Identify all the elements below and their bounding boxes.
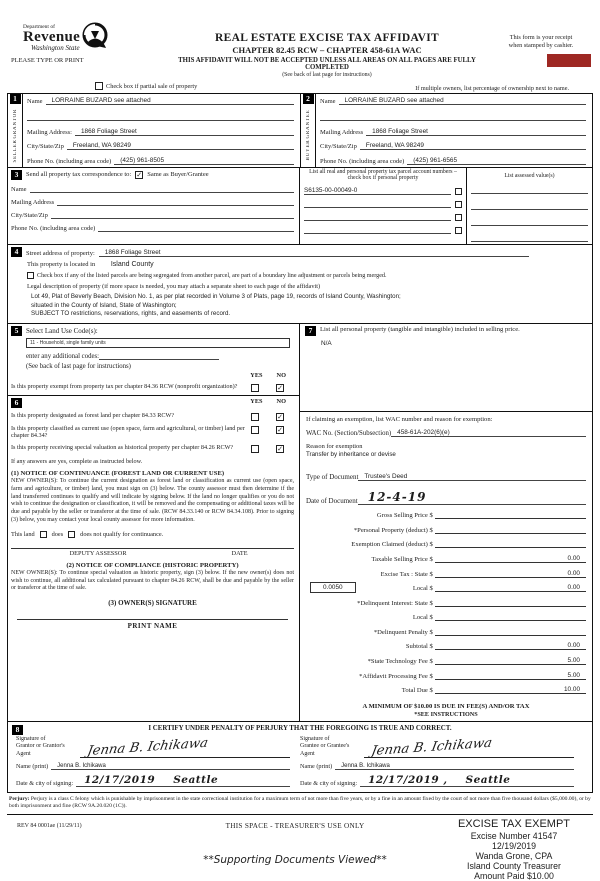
excise-local-field[interactable]: 0.00 <box>435 584 586 592</box>
parcel-header: List all real and personal property tax parcel account numbers – check box if personal property <box>309 168 457 182</box>
revenue-swirl-icon <box>82 22 108 50</box>
assessed-values <box>467 168 592 245</box>
section-2-badge: 2 <box>303 94 314 104</box>
stamp-excise-number: Excise Number 41547 <box>470 830 558 841</box>
seller-address-field[interactable]: 1868 Foliage Street <box>75 128 294 136</box>
excise-state-field[interactable]: 0.00 <box>435 570 586 578</box>
corr-address-field[interactable] <box>57 198 294 206</box>
subtotal-label: Subtotal $ <box>405 643 433 651</box>
stamp-amount-paid: Amount Paid $10.00 <box>474 870 554 881</box>
corr-address-label: Mailing Address <box>11 198 55 206</box>
section-3-badge: 3 <box>11 170 22 180</box>
delinq-interest-local-field[interactable] <box>435 613 586 621</box>
supporting-docs-stamp: **Supporting Documents Viewed** <box>203 853 387 866</box>
same-as-buyer-checkbox[interactable]: ✓ <box>136 170 143 179</box>
continuance-title: (1) NOTICE OF CONTINUANCE (FOREST LAND OR CURRENT USE) <box>11 470 225 478</box>
local-rate-box: 0.0050 <box>310 582 356 593</box>
seller-section <box>8 94 300 167</box>
assessed-field-1[interactable] <box>471 186 588 194</box>
compliance-title: (2) NOTICE OF COMPLIANCE (HISTORIC PROPERTY) <box>66 561 239 569</box>
assessed-field-3[interactable] <box>471 218 588 226</box>
continuance-body: NEW OWNER(S): To continue the current designation as forest land or classification as current use (open space, farm and agriculture, or timber) land, you must sign on (3) below. The county assessor must then determine if the land transferred continues to qualify and will indicate by signing below. If the land no longer qualifies or you do not wish to continue the designation or classification, it will be removed and the compensating or additional taxes will be due and payable by the seller or transferor at the time of sale. (RCW 84.33.140 or RCW 84.34.108). Prior to signing (3) below, you may contact your local county assessor for more information. <box>11 478 294 524</box>
buyer-grantee-label: BUYER GRANTEE <box>305 109 311 161</box>
exemption-deduct-label: Exemption Claimed (deduct) $ <box>351 541 433 549</box>
grantor-date-city-field[interactable]: 12/17/2019 Seattle <box>76 774 290 787</box>
gross-price-label: Gross Selling Price $ <box>376 512 433 520</box>
personal-property-label: List all personal property (tangible and intangible) included in selling price. <box>320 325 520 333</box>
parcel-personal-checkbox-3[interactable] <box>455 214 462 221</box>
grantee-name-print-label: Name (print) <box>300 762 333 770</box>
taxable-price-label: Taxable Selling Price $ <box>371 555 433 563</box>
owners-signature-label: (3) OWNER(S) SIGNATURE <box>108 599 197 608</box>
segregated-checkbox[interactable] <box>27 272 34 279</box>
delinq-interest-state-label: *Delinquent Interest: State $ <box>357 599 433 607</box>
revenue-logo <box>7 24 165 64</box>
corr-name-field[interactable] <box>30 185 294 193</box>
certify-statement: I CERTIFY UNDER PENALTY OF PERJURY THAT THE FOREGOING IS TRUE AND CORRECT. <box>148 725 452 733</box>
send-correspondence-label: Send all property tax correspondence to: <box>26 171 132 178</box>
buyer-name2-field[interactable] <box>320 113 586 121</box>
reason-label: Reason for exemption <box>306 442 363 450</box>
land-does-checkbox[interactable] <box>40 531 47 538</box>
buyer-phone-label: Phone No. (including area code) <box>320 157 405 165</box>
form-title: REAL ESTATE EXCISE TAX AFFIDAVIT <box>215 32 439 44</box>
date-label: DATE <box>231 549 248 557</box>
historic-no-checkbox[interactable]: ✓ <box>277 445 283 454</box>
treasurer-space-label: THIS SPACE - TREASURER'S USE ONLY <box>225 821 365 830</box>
exempt-no-checkbox[interactable]: ✓ <box>277 383 283 392</box>
classification-section <box>8 395 299 635</box>
redaction-box <box>547 54 591 67</box>
assessed-header: List assessed value(s) <box>504 172 555 179</box>
yes-header-2: YES <box>250 397 263 405</box>
correspondence-section <box>8 168 592 246</box>
owner-signature-line[interactable] <box>17 619 288 620</box>
see-back-note: (See back of last page for instructions) <box>282 72 372 78</box>
grantor-signature: Jenna B. Ichikawa <box>86 735 210 759</box>
gross-price-field[interactable] <box>435 511 586 519</box>
section-7-badge: 7 <box>305 326 316 336</box>
personal-property-value: N/A <box>321 339 332 347</box>
exemption-section <box>300 412 592 722</box>
personal-deduct-label: *Personal Property (deduct) $ <box>353 526 433 534</box>
tech-fee-label: *State Technology Fee $ <box>367 658 433 666</box>
legal-description-label: Legal description of property (if more space is needed, you may attach a separate sheet to each page of the affidavit) <box>27 283 321 291</box>
same-as-buyer-label: Same as Buyer/Grantee <box>147 171 209 178</box>
buyer-phone-field[interactable]: (425) 961-6565 <box>407 157 586 165</box>
this-land-label: This land <box>11 530 35 538</box>
located-in-label: This property is located in <box>27 261 96 269</box>
corr-city-field[interactable] <box>51 211 294 219</box>
grantor-name-print-label: Name (print) <box>16 762 49 770</box>
doc-type-label: Type of Document <box>306 472 359 481</box>
forest-question: Is this property designated as forest land per chapter 84.33 RCW? <box>11 411 175 419</box>
delinq-penalty-field[interactable] <box>435 628 586 636</box>
please-type-label: PLEASE TYPE OR PRINT <box>11 57 84 65</box>
corr-phone-field[interactable] <box>98 224 294 232</box>
claim-exemption-label: If claiming an exemption, list WAC number and reason for exemption: <box>306 415 493 423</box>
corr-phone-label: Phone No. (including area code) <box>11 224 96 232</box>
buyer-section <box>300 94 592 167</box>
grantee-date-city-label: Date & city of signing: <box>300 779 358 787</box>
land-use-code-field[interactable]: 11 - Household, single family units <box>26 338 290 348</box>
personal-deduct-field[interactable] <box>435 526 586 534</box>
property-section <box>8 245 592 323</box>
delinq-interest-local-label: Local $ <box>412 614 433 622</box>
receipt-note-line1: This form is your receipt <box>509 34 573 41</box>
seller-grantor-label: SELLER GRANTOR <box>12 108 18 163</box>
dept-of-label: Department of <box>23 24 55 30</box>
stamp-exempt-line: EXCISE TAX EXEMPT <box>457 817 571 830</box>
see-instructions-note: *SEE INSTRUCTIONS <box>414 711 478 719</box>
compliance-body: NEW OWNER(S): To continue special valuation as historic property, sign (3) below. If the new owner(s) does not wish to continue, all additional tax calculated pursuant to chapter 84.26 RCW, shall be due and payable by the seller or transferor at the time of sale. <box>11 569 294 592</box>
parcel-personal-checkbox-2[interactable] <box>455 201 462 208</box>
additional-codes-field[interactable] <box>99 352 219 360</box>
forest-yes-checkbox[interactable] <box>251 413 259 421</box>
grantor-name-print-field[interactable]: Jenna B. Ichikawa <box>51 762 290 770</box>
grantor-signature-field[interactable] <box>80 735 290 759</box>
stamp-treasurer-name: Wanda Grone, CPA <box>475 850 553 861</box>
exempt-yes-checkbox[interactable] <box>251 384 259 392</box>
current-use-yes-checkbox[interactable] <box>251 426 259 434</box>
parcel-list <box>300 168 467 245</box>
no-header: NO <box>276 371 286 379</box>
grantor-date-city-label: Date & city of signing: <box>16 779 74 787</box>
buyer-name-field[interactable]: LORRAINE BUZARD see attached <box>339 97 586 105</box>
print-name-label: PRINT NAME <box>127 622 178 631</box>
form-header <box>7 24 593 78</box>
personal-property-section <box>300 324 592 412</box>
buyer-city-label: City/State/Zip <box>320 143 357 150</box>
forest-no-checkbox[interactable]: ✓ <box>277 412 283 421</box>
seller-city-label: City/State/Zip <box>27 143 64 150</box>
grantee-name-print-field[interactable]: Jenna B. Ichikawa <box>335 762 574 770</box>
doc-date-label: Date of Document <box>306 496 358 505</box>
seller-city-field[interactable]: Freeland, WA 98249 <box>67 142 294 150</box>
excise-local-label: Local $ <box>412 585 433 593</box>
minimum-fee-note: A MINIMUM OF $10.00 IS DUE IN FEE(S) AND/OR TAX <box>362 703 530 711</box>
assessor-signature-line[interactable] <box>11 548 294 549</box>
grantee-date-city-field[interactable]: 12/17/2019 , Seattle <box>360 774 574 787</box>
current-use-question: Is this property classified as current use (open space, farm and agricultural, or timber) land per chapter 84.34? <box>11 424 245 440</box>
current-use-no-checkbox[interactable]: ✓ <box>277 425 283 434</box>
legal-description-text: Lot 49, Plat of Beverly Beach, Division No. 1, as per plat recorded in Volume 3 of Plats, page 19, records of Island County, Washington; situated in the County of Island, State of Washington; SUBJECT TO restrictions, reservations, rights, and easements of record. <box>31 293 401 318</box>
grantee-signature-label: Signature of Grantee or Grantee's Agent <box>300 736 350 757</box>
parcel-field-4[interactable] <box>304 226 451 234</box>
corr-city-label: City/State/Zip <box>11 211 48 219</box>
additional-codes-label: enter any additional codes: <box>26 352 100 360</box>
washington-state-label: Washington State <box>31 44 80 53</box>
treasurer-footer <box>7 818 593 881</box>
seller-name-field[interactable]: LORRAINE BUZARD see attached <box>46 97 294 105</box>
buyer-name-label: Name <box>320 98 336 105</box>
land-use-section <box>8 324 299 395</box>
delinq-interest-state-field[interactable] <box>435 599 586 607</box>
wac-field[interactable]: 458-61A-202(6)(e) <box>391 429 586 437</box>
section-1-badge: 1 <box>10 94 21 104</box>
partial-sale-label: Check box if partial sale of property <box>106 82 198 90</box>
stamp-date: 12/19/2019 <box>491 840 537 851</box>
grantee-signature: Jenna B. Ichikawa <box>370 735 494 759</box>
seller-phone-field[interactable]: (425) 961-8505 <box>114 157 294 165</box>
seller-name-label: Name <box>27 98 43 105</box>
does-label: does <box>51 530 64 538</box>
section-4-badge: 4 <box>11 247 22 257</box>
tech-fee-field[interactable]: 5.00 <box>435 657 586 665</box>
corr-name-label: Name <box>11 185 27 193</box>
deputy-assessor-label: DEPUTY ASSESSOR <box>69 549 127 557</box>
section-6-badge: 6 <box>11 398 22 408</box>
rev-form-number: REV 84 0001ae (11/29/11) <box>17 822 82 829</box>
historic-yes-checkbox[interactable] <box>251 445 259 453</box>
parcel-field-2[interactable] <box>304 200 451 208</box>
street-address-label: Street address of property: <box>26 250 95 258</box>
section-5-badge: 5 <box>11 326 22 336</box>
parcel-field-3[interactable] <box>304 213 451 221</box>
assessed-field-4[interactable] <box>471 234 588 242</box>
subtotal-field[interactable]: 0.00 <box>435 642 586 650</box>
parcel-personal-checkbox-4[interactable] <box>455 227 462 234</box>
chapter-subtitle: CHAPTER 82.45 RCW – CHAPTER 458-61A WAC <box>232 45 422 55</box>
doc-date-field[interactable]: 12-4-19 <box>358 490 586 505</box>
multiple-owners-note: If multiple owners, list percentage of ownership next to name. <box>415 85 569 92</box>
section-8-badge: 8 <box>12 725 23 735</box>
warning-line: THIS AFFIDAVIT WILL NOT BE ACCEPTED UNLESS ALL AREAS ON ALL PAGES ARE FULLY COMPLETED <box>178 57 476 71</box>
receipt-note-line2: when stamped by cashier. <box>508 41 574 49</box>
see-back-instructions: (See back of last page for instructions) <box>26 362 131 370</box>
yes-header: YES <box>250 371 263 379</box>
reason-value: Transfer by inheritance or devise <box>306 450 396 458</box>
perjury-statement: Perjury: Perjury is a class C felony which is punishable by imprisonment in the state correctional institution for a maximum term of not more than five years, or by a fine in an amount fixed by the court of not more than five thousand dollars ($5,000.00), or by both imprisonment and fine (RCW 9A.20.020 (1C)). <box>7 796 593 815</box>
processing-fee-field[interactable]: 5.00 <box>435 672 586 680</box>
stamp-treasurer-title: Island County Treasurer <box>467 860 561 871</box>
total-due-label: Total Due $ <box>401 687 433 695</box>
does-not-label: does not qualify for continuance. <box>80 530 164 538</box>
seller-address-label: Mailing Address: <box>27 128 72 136</box>
partial-sale-checkbox[interactable] <box>95 82 103 90</box>
excise-state-label: Excise Tax : State $ <box>380 570 433 578</box>
land-use-label: Select Land Use Code(s): <box>26 326 98 335</box>
exemption-deduct-field[interactable] <box>435 540 586 548</box>
street-address-field[interactable]: 1868 Foliage Street <box>99 249 529 257</box>
no-header-2: NO <box>276 397 286 405</box>
parcel-personal-checkbox-1[interactable] <box>455 188 462 195</box>
processing-fee-label: *Affidavit Processing Fee $ <box>359 672 433 680</box>
delinq-penalty-label: *Delinquent Penalty $ <box>373 628 433 636</box>
if-yes-note: If any answers are yes, complete as instructed below. <box>11 458 143 466</box>
assessed-field-2[interactable] <box>471 202 588 210</box>
wac-label: WAC No. (Section/Subsection) <box>306 429 392 437</box>
historic-question: Is this property receiving special valuation as historical property per chapter 84.26 RCW? <box>11 444 234 452</box>
certification-section <box>8 722 592 792</box>
buyer-address-field[interactable]: 1868 Foliage Street <box>366 128 586 136</box>
county-value: Island County <box>110 261 154 269</box>
taxable-price-field[interactable]: 0.00 <box>435 555 586 563</box>
excise-stamp <box>435 818 593 881</box>
segregated-label: Check box if any of the listed parcels are being segregated from another parcel, are part of a boundary line adjustment or parcels being merged. <box>37 272 387 279</box>
seller-name2-field[interactable] <box>27 113 294 121</box>
exempt-question: Is this property exempt from property tax per chapter 84.36 RCW (nonprofit organization)? <box>11 382 238 390</box>
land-does-not-checkbox[interactable] <box>68 531 75 538</box>
buyer-city-field[interactable]: Freeland, WA 98249 <box>360 142 586 150</box>
parcel-field-1[interactable]: S6135-00-00049-0 <box>304 187 451 195</box>
doc-type-field[interactable]: Trustee's Deed <box>358 472 586 481</box>
seller-phone-label: Phone No. (including area code) <box>27 157 112 165</box>
buyer-address-label: Mailing Address <box>320 128 364 136</box>
revenue-label: Revenue <box>23 29 81 45</box>
grantee-signature-field[interactable] <box>364 735 574 759</box>
grantor-signature-label: Signature of Grantor or Grantor's Agent <box>16 736 65 757</box>
total-due-field[interactable]: 10.00 <box>435 686 586 694</box>
